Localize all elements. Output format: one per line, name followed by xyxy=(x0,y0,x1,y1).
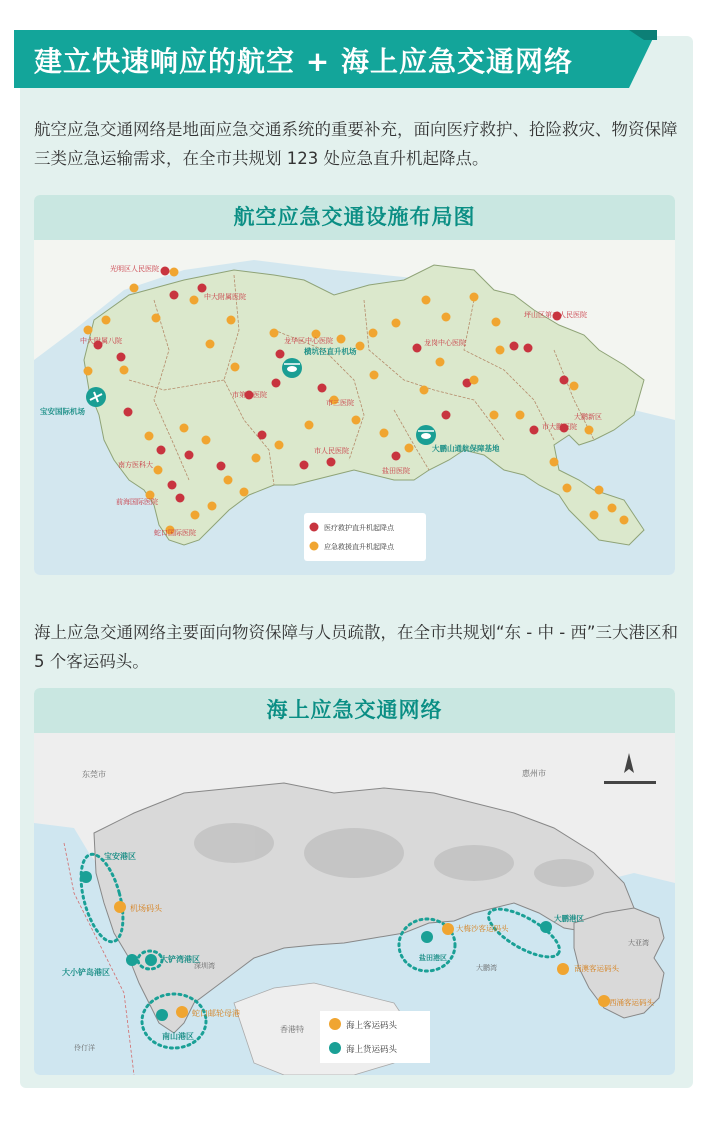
label-baoan-airport: 宝安国际机场 xyxy=(40,407,85,416)
label-yantian-port: 盐田港区 xyxy=(419,954,447,962)
label-hospital-14: 市大鹏医院 xyxy=(542,423,577,431)
label-dapeng-port: 大鹏港区 xyxy=(554,914,584,923)
label-hospital-1: 光明区人民医院 xyxy=(110,265,159,273)
label-dapeng-bay: 大鹏湾 xyxy=(476,964,497,972)
letter-h-red-icon xyxy=(308,521,320,533)
label-hospital-10: 盐田医院 xyxy=(382,467,410,475)
label-yantian-heliport: 大鹏山通航保障基地 xyxy=(432,444,500,453)
label-hospital-8: 市三医院 xyxy=(326,399,354,407)
label-huizhou: 惠州市 xyxy=(522,769,546,778)
label-hospital-12: 前海国际医院 xyxy=(116,498,158,506)
label-shekou-port: 蛇口邮轮母港 xyxy=(192,1009,240,1018)
label-hospital-3: 中大附属八院 xyxy=(80,337,122,345)
legend-rescue-label: 应急救援直升机起降点 xyxy=(324,543,394,551)
page-title: 建立快速响应的航空 + 海上应急交通网络 xyxy=(34,45,573,78)
legend-cargo-icon xyxy=(328,1041,342,1055)
label-shenzhen-bay: 深圳湾 xyxy=(194,962,215,970)
label-hospital-7: 市第二医院 xyxy=(232,391,267,399)
label-xiaochan: 大小铲岛港区 xyxy=(62,968,110,977)
label-hongkong: 香港特 xyxy=(280,1025,304,1034)
label-hospital-11: 南方医科大 xyxy=(118,461,153,469)
intro-sea-paragraph: 海上应急交通网络主要面向物资保障与人员疏散，在全市共规划“东 - 中 - 西”三大港区和 5 个客运码头。 xyxy=(34,623,678,671)
sea-map-panel xyxy=(34,688,675,1075)
sea-map-title: 海上应急交通网络 xyxy=(34,688,675,733)
letter-h-orange-icon xyxy=(308,540,320,552)
air-map xyxy=(34,240,675,575)
title-banner xyxy=(14,30,657,88)
label-airport-pier: 机场码头 xyxy=(130,904,162,913)
air-map-legend xyxy=(304,513,426,561)
label-dameisha: 大梅沙客运码头 xyxy=(456,924,509,933)
label-hospital-9: 市人民医院 xyxy=(314,447,349,455)
air-map-title: 航空应急交通设施布局图 xyxy=(34,195,675,240)
label-hospital-5: 坪山区第三人民医院 xyxy=(524,311,587,319)
label-daya-bay: 大亚湾 xyxy=(628,939,649,947)
label-hospital-15: 大鹏新区 xyxy=(574,413,602,421)
intro-air-paragraph: 航空应急交通网络是地面应急交通系统的重要补充，面向医疗救护、抢险救灾、物资保障三类应急运输需求，在全市共规划 123 处应急直升机起降点。 xyxy=(34,120,678,168)
label-xichong: 西涌客运码头 xyxy=(609,998,654,1007)
label-hospital-13: 蛇口国际医院 xyxy=(154,529,196,537)
airplane-icon xyxy=(86,387,106,407)
label-nanao: 南澳客运码头 xyxy=(574,964,619,973)
legend-passenger-icon xyxy=(328,1017,342,1031)
label-hospital-4: 龙华区中心医院 xyxy=(284,337,333,345)
air-map-panel xyxy=(34,195,675,575)
label-pingshan-heliport: 横坑径直升机场 xyxy=(304,347,357,356)
sea-map-legend xyxy=(320,1011,430,1063)
label-lingding: 伶仃洋 xyxy=(74,1044,95,1052)
legend-medical-label: 医疗救护直升机起降点 xyxy=(324,524,394,532)
label-hospital-6: 龙岗中心医院 xyxy=(424,339,466,347)
legend-cargo-label: 海上货运码头 xyxy=(346,1045,398,1055)
sea-map xyxy=(34,733,675,1075)
label-baoan-port: 宝安港区 xyxy=(104,852,136,861)
label-hospital-2: 中大附属医院 xyxy=(204,293,246,301)
label-dachan-port: 大铲湾港区 xyxy=(160,955,200,964)
legend-passenger-label: 海上客运码头 xyxy=(346,1021,398,1031)
label-nanshan: 南山港区 xyxy=(162,1032,194,1041)
label-dongguan: 东莞市 xyxy=(82,770,106,779)
